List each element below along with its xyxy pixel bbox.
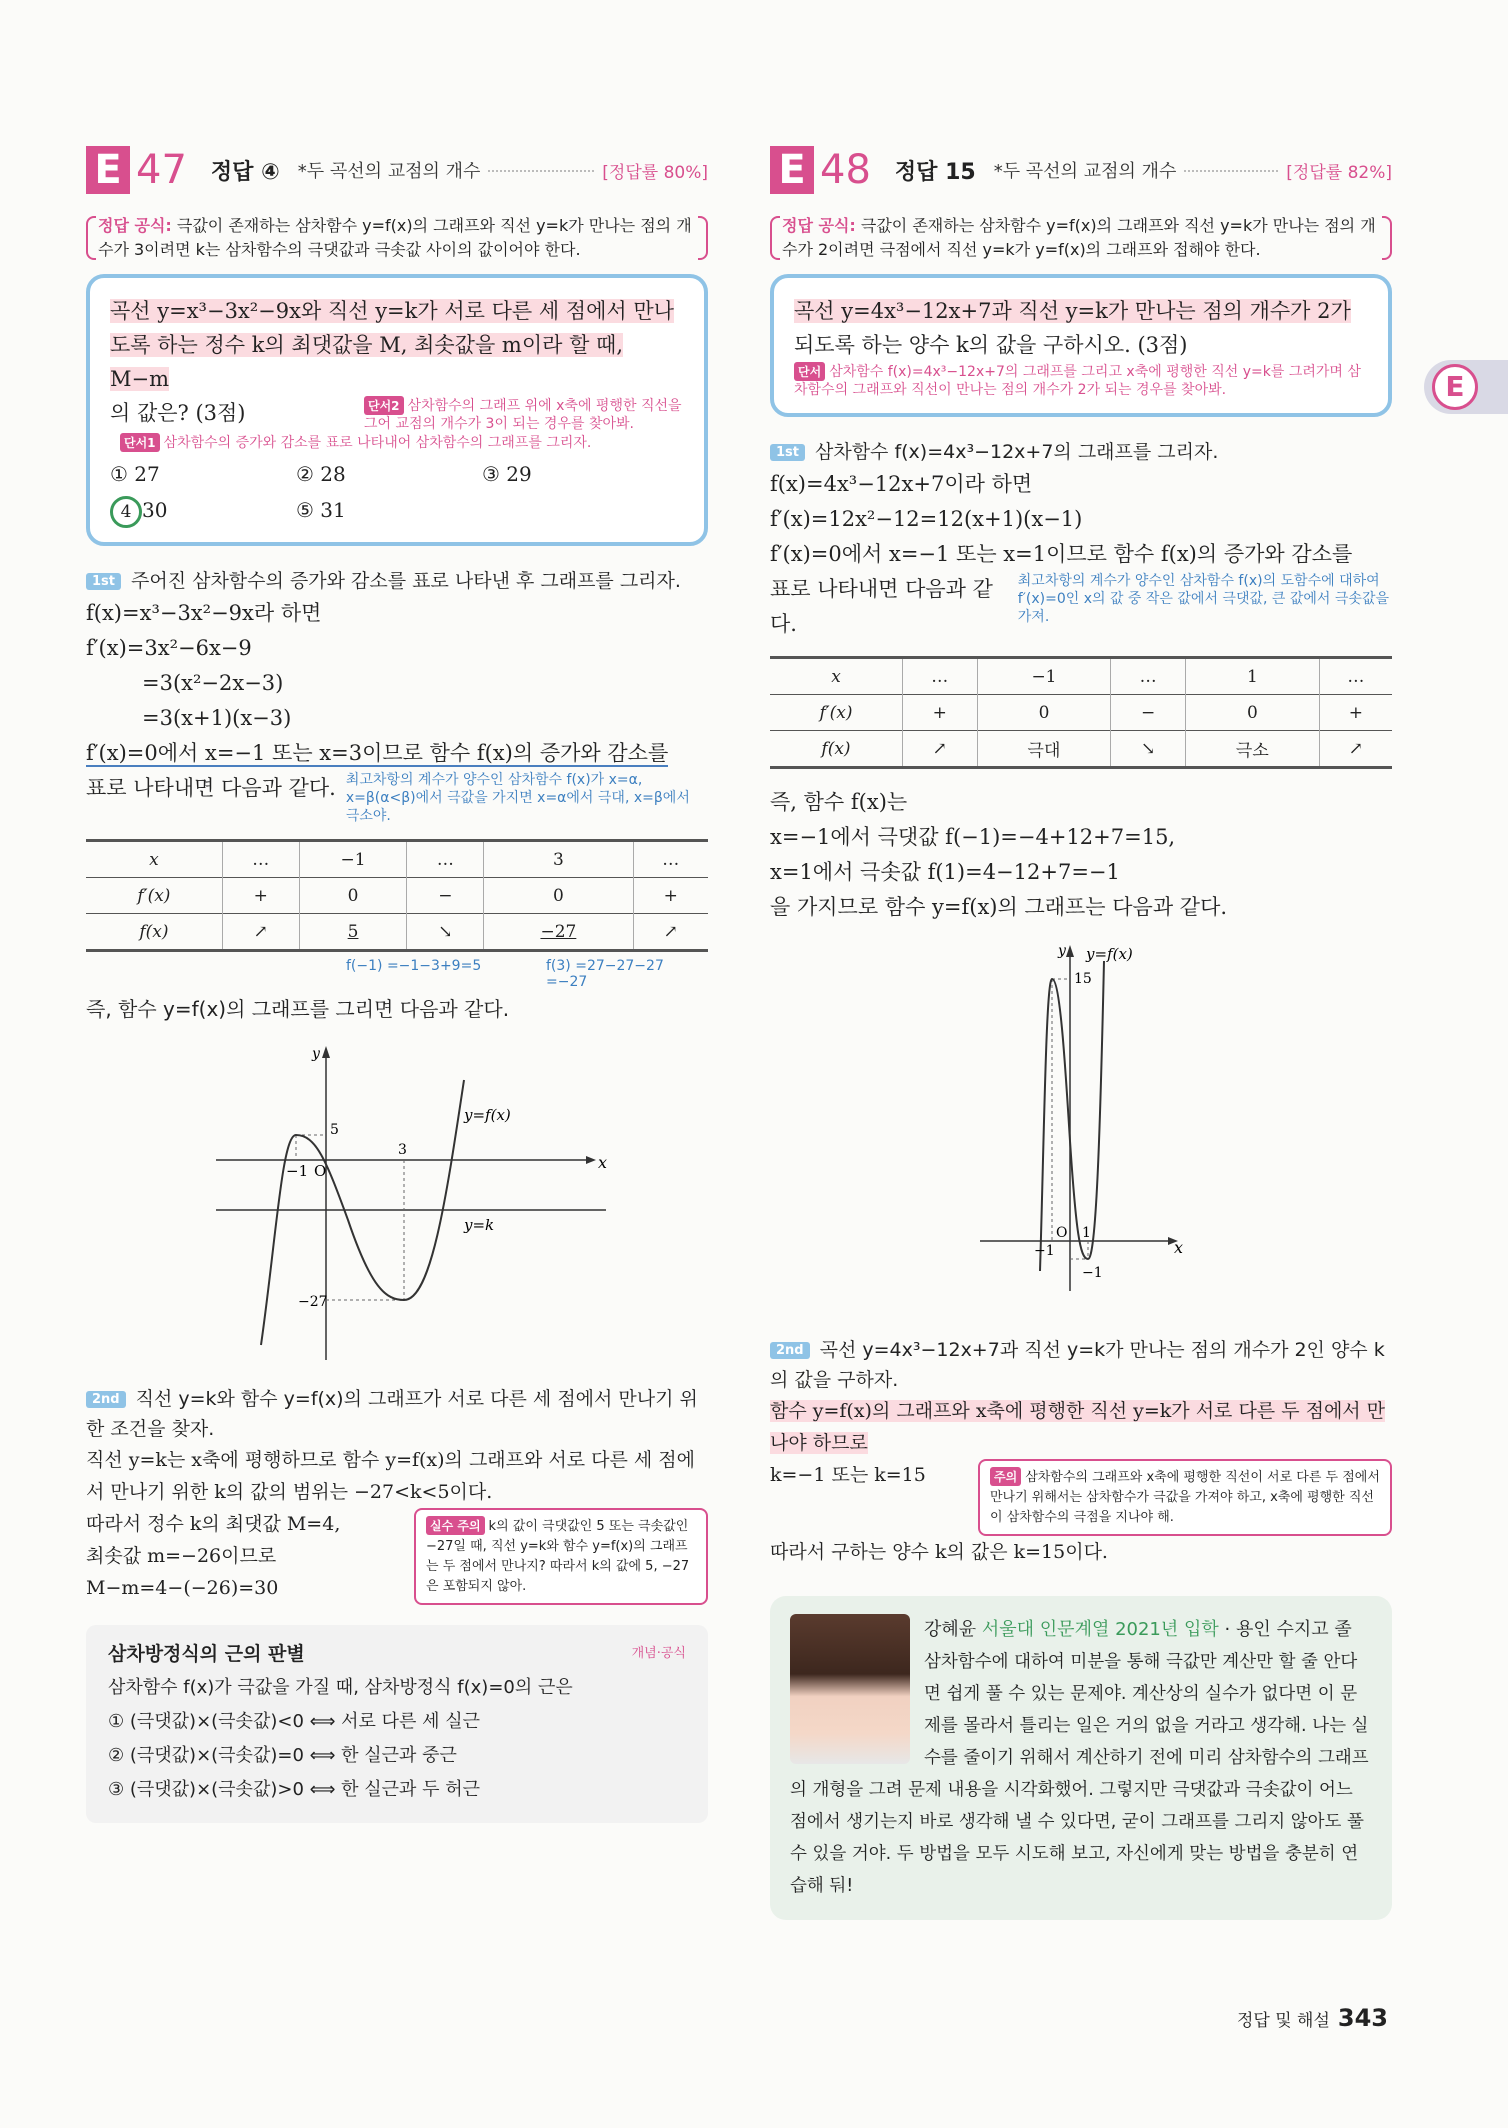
y-axis-label: y	[312, 1046, 320, 1062]
y-axis-arrow	[1066, 945, 1074, 957]
hint: 삼차함수 f(x)=4x³−12x+7의 그래프를 그리고 x축에 평행한 직선 y=k를 그려가며 삼차함수의 그래프와 직선이 만나는 점의 개수가 2가 되는 경우를 찾아봐.	[794, 364, 1361, 398]
answer: 정답 ④	[210, 159, 280, 185]
choice-1: ① 27	[110, 462, 160, 486]
text-line: 즉, 함수 f(x)는	[770, 790, 908, 814]
concept-box	[86, 1625, 708, 1823]
step-1	[86, 566, 708, 596]
avatar	[790, 1614, 910, 1764]
tick-neg27: −27	[298, 1294, 328, 1310]
extrema-text	[770, 785, 1392, 925]
mistake-note-text: k의 값이 극댓값인 5 또는 극솟값인 −27일 때, 직선 y=k와 함수 y=f(x)의 그래프는 두 점에서 만나지? 따라서 k의 값에 5, −27은 포함되지 않아.	[426, 1519, 690, 1594]
problem-47	[86, 140, 708, 1823]
question-line-3: 의 값은? (3점)	[110, 401, 246, 425]
graph-47-svg	[86, 1040, 708, 1360]
table-row: f(x) ↗ 5 ↘ −27 ↗	[86, 914, 708, 951]
step-2-p2: k=−1 또는 k=15	[770, 1464, 926, 1486]
tick-3: 3	[398, 1142, 407, 1158]
answer-formula	[86, 214, 708, 262]
graph-48	[770, 941, 1392, 1315]
topic: *두 곡선의 교점의 개수	[993, 161, 1177, 182]
table-row: f′(x) + 0 − 0 +	[86, 878, 708, 914]
calc-f-neg1: f(−1) =−1−3+9=5	[346, 958, 482, 974]
step-2-title: 곡선 y=4x³−12x+7과 직선 y=k가 만나는 점의 개수가 2인 양수 k의 값을 구하자.	[770, 1339, 1385, 1391]
concept-item: ① (극댓값)×(극솟값)<0 ⟺ 서로 다른 세 실근	[108, 1711, 481, 1732]
formula-text: 극값이 존재하는 삼차함수 y=f(x)의 그래프와 직선 y=k가 만나는 점의 개수가 2이려면 극점에서 직선 y=k가 y=f(x)의 그래프와 접해야 한다.	[782, 216, 1376, 259]
calc-f-3: f(3) =27−27−27 =−27	[546, 958, 664, 990]
curve-label: y=f(x)	[1086, 945, 1133, 963]
footer-label: 정답 및 해설	[1236, 2011, 1330, 2031]
step-1-note: 최고차항의 계수가 양수인 삼차함수 f(x)가 x=α, x=β(α<β)에서 극값을 가지면 x=α에서 극대, x=β에서 극소야.	[345, 772, 690, 824]
step-2-p3: 최솟값 m=−26이므로	[86, 1545, 277, 1567]
eq-line: f′(x)=3x²−6x−9	[86, 636, 252, 660]
step-1-tag: 1st	[86, 573, 121, 590]
step-1-text-1: f′(x)=0에서 x=−1 또는 x=1이므로 함수 f(x)의 증가와 감소를	[770, 542, 1353, 566]
x-axis-label: x	[598, 1153, 608, 1172]
eq-line: =3(x²−2x−3)	[142, 671, 284, 695]
graph-48-svg	[770, 941, 1392, 1311]
step-2-body	[86, 1444, 708, 1605]
review-text: 삼차함수에 대하여 미분을 통해 극값만 계산만 할 줄 안다면 쉽게 풀 수 있는 문제야. 계산상의 실수가 없다면 이 문제를 몰라서 틀리는 일은 거의 없을 거라고 생각해. 나는 실수를 줄이기 위해서 계산하기 전에 미리 삼차함수의 그래프의 개형을 그려 문제 내용을 시각화했어. 그렇지만 극댓값과 극솟값이 어느 점에서 생기는지 바로 생각해 낼 수 있다면, 굳이 그래프를 그리지 않아도 풀 수 있을 거야. 두 방법을 모두 시도해 보고, 자신에게 맞는 방법을 충분히 연습해 둬!	[790, 1652, 1369, 1896]
eq-line: =3(x+1)(x−3)	[142, 706, 292, 730]
problem-number: 48	[820, 147, 871, 193]
variation-table	[86, 839, 708, 952]
graph-47	[86, 1040, 708, 1364]
page-footer	[1237, 2004, 1388, 2032]
step-1-text-1: f′(x)=0에서 x=−1 또는 x=3이므로 함수 f(x)의 증가와 감소를	[86, 741, 669, 765]
concept-lead: 삼차함수 f(x)가 극값을 가질 때, 삼차방정식 f(x)=0의 근은	[108, 1677, 573, 1698]
tick-neg1: −1	[286, 1162, 309, 1180]
problem-number: 47	[136, 147, 187, 193]
step-1-note: 최고차항의 계수가 양수인 삼차함수 f(x)의 도함수에 대하여 f′(x)=0인 x의 값 중 작은 값에서 극댓값, 큰 값에서 극솟값을 가져.	[1017, 573, 1389, 625]
hint-tag-2: 단서2	[364, 396, 404, 415]
student-review	[770, 1596, 1392, 1920]
table-row: f(x) ↗ 극대 ↘ 극소 ↗	[770, 731, 1392, 768]
question-line-2: 도록 하는 정수 k의 최댓값을 M, 최솟값을 m이라 할 때, M−m	[110, 333, 624, 391]
y-axis-arrow	[322, 1046, 330, 1058]
step-2	[770, 1335, 1392, 1395]
concept-title: 삼차방정식의 근의 판별	[108, 1643, 305, 1665]
caution-note-tag: 주의	[990, 1467, 1021, 1486]
page-number: 343	[1337, 2004, 1388, 2032]
step-1-title: 주어진 삼차함수의 증가와 감소를 표로 나타낸 후 그래프를 그리자.	[131, 570, 681, 592]
question-box	[86, 274, 708, 546]
mistake-note	[414, 1508, 708, 1605]
graph-intro: 즉, 함수 y=f(x)의 그래프를 그리면 다음과 같다.	[86, 997, 510, 1021]
text-line: x=1에서 극솟값 f(1)=4−12+7=−1	[770, 860, 1120, 884]
choice-5: ⑤ 31	[296, 498, 346, 522]
formula-text: 극값이 존재하는 삼차함수 y=f(x)의 그래프와 직선 y=k가 만나는 점의 개수가 3이려면 k는 삼차함수의 극댓값과 극솟값 사이의 값이어야 한다.	[98, 216, 692, 259]
step-2	[86, 1384, 708, 1444]
variation-table	[770, 656, 1392, 769]
problem-48-header	[770, 140, 1392, 200]
curve-y-f-x	[261, 1080, 464, 1345]
hint-1: 삼차함수의 증가와 감소를 표로 나타내어 삼차함수의 그래프를 그리자.	[163, 435, 592, 451]
eq-line: f(x)=4x³−12x+7이라 하면	[770, 472, 1033, 496]
choices	[110, 456, 684, 528]
step-2-p4: M−m=4−(−26)=30	[86, 1577, 279, 1599]
tick-1: 1	[1082, 1225, 1091, 1241]
table-row: f′(x) + 0 − 0 +	[770, 695, 1392, 731]
step-2-tag: 2nd	[86, 1391, 126, 1408]
step-2-p2: 따라서 정수 k의 최댓값 M=4,	[86, 1513, 341, 1535]
question-line-1: 곡선 y=x³−3x²−9x와 직선 y=k가 서로 다른 세 점에서 만나	[110, 299, 674, 323]
tick-5: 5	[330, 1122, 339, 1138]
section-tab-label: E	[1432, 364, 1478, 410]
caution-note-text: 삼차함수의 그래프와 x축에 평행한 직선이 서로 다른 두 점에서 만나기 위해서는 삼차함수가 극값을 가져야 하고, x축에 평행한 직선이 삼차함수의 극점을 지나야 해.	[990, 1470, 1380, 1525]
formula-label: 정답 공식:	[98, 216, 172, 235]
hint-tag-1: 단서1	[120, 433, 160, 452]
step-2-p1: 직선 y=k는 x축에 평행하므로 함수 y=f(x)의 그래프와 서로 다른 세 점에서 만나기 위한 k의 값의 범위는 −27<k<5이다.	[86, 1449, 696, 1503]
line-label: y=k	[464, 1216, 495, 1234]
choice-4: 4 30	[110, 492, 296, 528]
step-1-text-2: 표로 나타내면 다음과 같다.	[86, 776, 336, 800]
text-line: x=−1에서 극댓값 f(−1)=−4+12+7=15,	[770, 825, 1176, 849]
concept-item: ③ (극댓값)×(극솟값)>0 ⟺ 한 실근과 두 허근	[108, 1779, 481, 1800]
x-axis-label: x	[1174, 1238, 1184, 1257]
x-axis-arrow	[586, 1156, 596, 1164]
y-axis-label: y	[1058, 943, 1066, 959]
step-2-tag: 2nd	[770, 1342, 810, 1359]
reviewer-school: 서울대 인문계열 2021년 입학	[981, 1619, 1219, 1640]
tick-neg1-y: −1	[1082, 1265, 1103, 1281]
concept-badge: 개념·공식	[631, 1646, 686, 1661]
question-box	[770, 274, 1392, 417]
step-2-title: 직선 y=k와 함수 y=f(x)의 그래프가 서로 다른 세 점에서 만나기 위한 조건을 찾자.	[86, 1388, 698, 1440]
question-line-2: 되도록 하는 양수 k의 값을 구하시오. (3점)	[794, 333, 1188, 357]
step-1-tag: 1st	[770, 444, 805, 461]
tick-neg1-x: −1	[1034, 1243, 1055, 1259]
mistake-note-tag: 실수 주의	[426, 1516, 485, 1535]
step-1-title: 삼차함수 f(x)=4x³−12x+7의 그래프를 그리자.	[815, 441, 1219, 463]
curve-label: y=f(x)	[464, 1106, 511, 1124]
origin-label: O	[1056, 1225, 1068, 1241]
eq-line: f′(x)=12x²−12=12(x+1)(x−1)	[770, 507, 1083, 531]
choice-2: ② 28	[296, 462, 346, 486]
reviewer-origin: · 용인 수지고 졸	[1224, 1619, 1352, 1640]
hint-2: 삼차함수의 그래프 위에 x축에 평행한 직선을 그어 교점의 개수가 3이 되는 경우를 찾아봐.	[364, 398, 682, 432]
table-row: x … −1 … 1 …	[770, 658, 1392, 695]
derivation	[770, 467, 1392, 642]
step-1-text-2: 표로 나타내면 다음과 같다.	[770, 577, 993, 636]
answer-formula	[770, 214, 1392, 262]
topic: *두 곡선의 교점의 개수	[297, 161, 481, 182]
caution-note	[978, 1459, 1392, 1536]
leader-dots	[488, 169, 594, 172]
choice-3: ③ 29	[482, 462, 532, 486]
question-line-1: 곡선 y=4x³−12x+7과 직선 y=k가 만나는 점의 개수가 2가	[794, 299, 1351, 323]
concept-item: ② (극댓값)×(극솟값)=0 ⟺ 한 실근과 중근	[108, 1745, 457, 1766]
step-2-p3: 따라서 구하는 양수 k의 값은 k=15이다.	[770, 1541, 1108, 1563]
leader-dots	[1184, 169, 1278, 172]
formula-label: 정답 공식:	[782, 216, 856, 235]
correct-choice-mark: 4	[110, 496, 142, 528]
origin-label: O	[314, 1162, 327, 1180]
problem-letter: E	[770, 146, 814, 194]
problem-47-header	[86, 140, 708, 200]
derivation	[86, 596, 708, 825]
tick-15: 15	[1074, 971, 1092, 987]
reviewer-name: 강혜윤	[924, 1619, 977, 1640]
problem-letter: E	[86, 146, 130, 194]
table-row: x … −1 … 3 …	[86, 841, 708, 878]
step-1	[770, 437, 1392, 467]
curve-y-f-x	[1040, 961, 1104, 1271]
step-2-body	[770, 1395, 1392, 1568]
section-tab	[1424, 360, 1508, 414]
correct-rate: [정답률 82%]	[1286, 162, 1392, 183]
problem-48	[770, 140, 1392, 1920]
correct-rate: [정답률 80%]	[602, 162, 708, 183]
text-line: 을 가지므로 함수 y=f(x)의 그래프는 다음과 같다.	[770, 895, 1228, 919]
eq-line: f(x)=x³−3x²−9x라 하면	[86, 601, 322, 625]
hint-tag: 단서	[794, 362, 825, 381]
answer: 정답 15	[894, 159, 976, 185]
step-2-p1: 함수 y=f(x)의 그래프와 x축에 평행한 직선 y=k가 서로 다른 두 점에서 만나야 하므로	[770, 1400, 1386, 1454]
